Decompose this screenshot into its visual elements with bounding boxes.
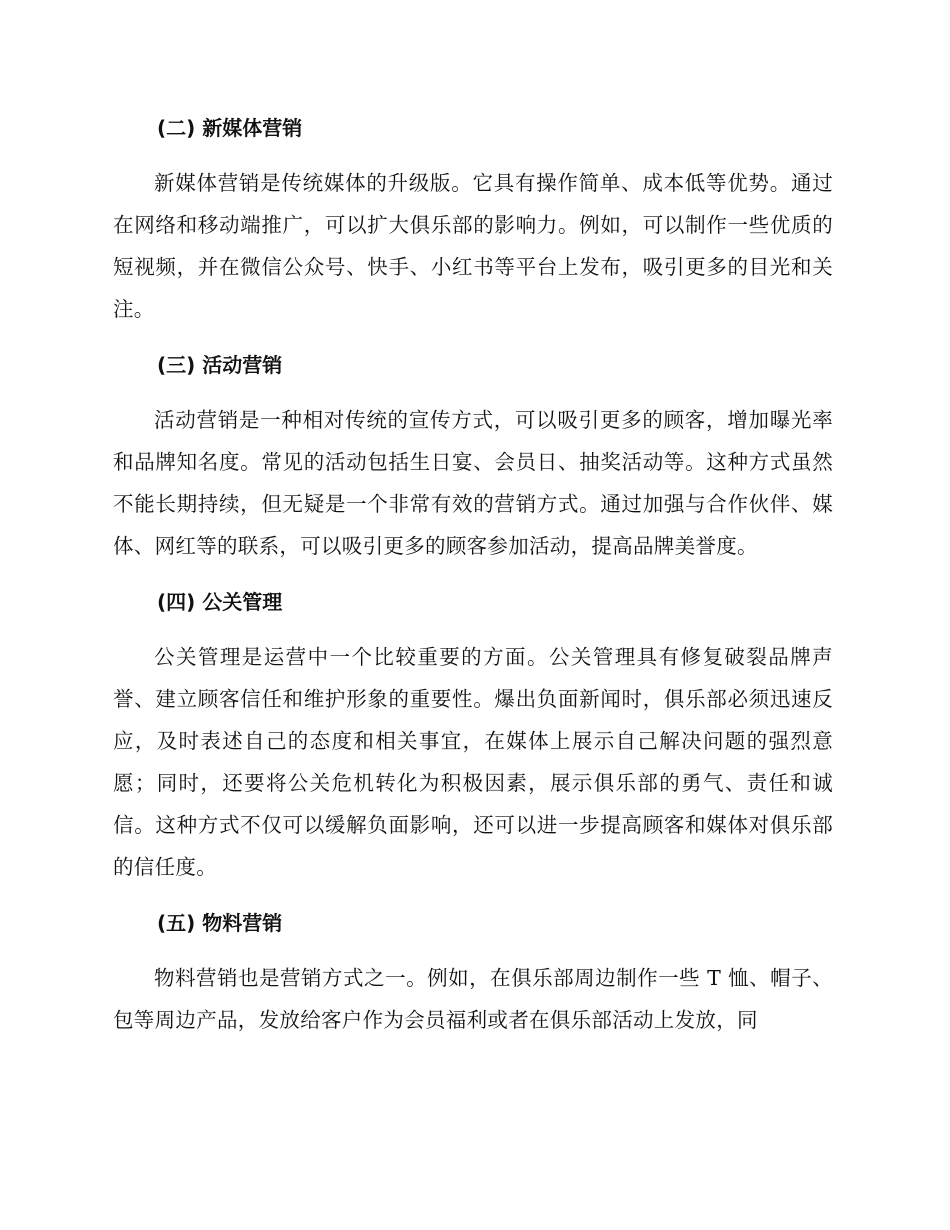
section-heading: (二) 新媒体营销 <box>157 116 303 140</box>
section-paragraph: 新媒体营销是传统媒体的升级版。它具有操作简单、成本低等优势。通过在网络和移动端推广，可以扩大俱乐部的影响力。例如，可以制作一些优质的短视频，并在微信公众号、快手、小红书等平台上发布，吸引更多的目光和关注。 <box>113 171 833 321</box>
section-public-relations <box>113 582 833 888</box>
section-paragraph: 公关管理是运营中一个比较重要的方面。公关管理具有修复破裂品牌声誉、建立顾客信任和维护形象的重要性。爆出负面新闻时，俱乐部必须迅速反应，及时表述自己的态度和相关事宜，在媒体上展示自己解决问题的强烈意愿；同时，还要将公关危机转化为积极因素，展示俱乐部的勇气、责任和诚信。这种方式不仅可以缓解负面影响，还可以进一步提高顾客和媒体对俱乐部的信任度。 <box>113 645 833 879</box>
section-heading: (三) 活动营销 <box>157 353 283 377</box>
section-paragraph: 活动营销是一种相对传统的宣传方式，可以吸引更多的顾客，增加曝光率和品牌知名度。常见的活动包括生日宴、会员日、抽奖活动等。这种方式虽然不能长期持续，但无疑是一个非常有效的营销方式。通过加强与合作伙伴、媒体、网红等的联系，可以吸引更多的顾客参加活动，提高品牌美誉度。 <box>113 408 833 558</box>
section-new-media-marketing <box>113 108 833 330</box>
section-merchandise-marketing <box>113 903 833 1041</box>
section-event-marketing <box>113 345 833 567</box>
section-paragraph: 物料营销也是营销方式之一。例如，在俱乐部周边制作一些 T 恤、帽子、包等周边产品，发放给客户作为会员福利或者在俱乐部活动上发放，同 <box>113 966 833 1032</box>
section-heading: (四) 公关管理 <box>157 590 283 614</box>
document-body <box>113 108 833 1056</box>
section-heading: (五) 物料营销 <box>157 911 283 935</box>
